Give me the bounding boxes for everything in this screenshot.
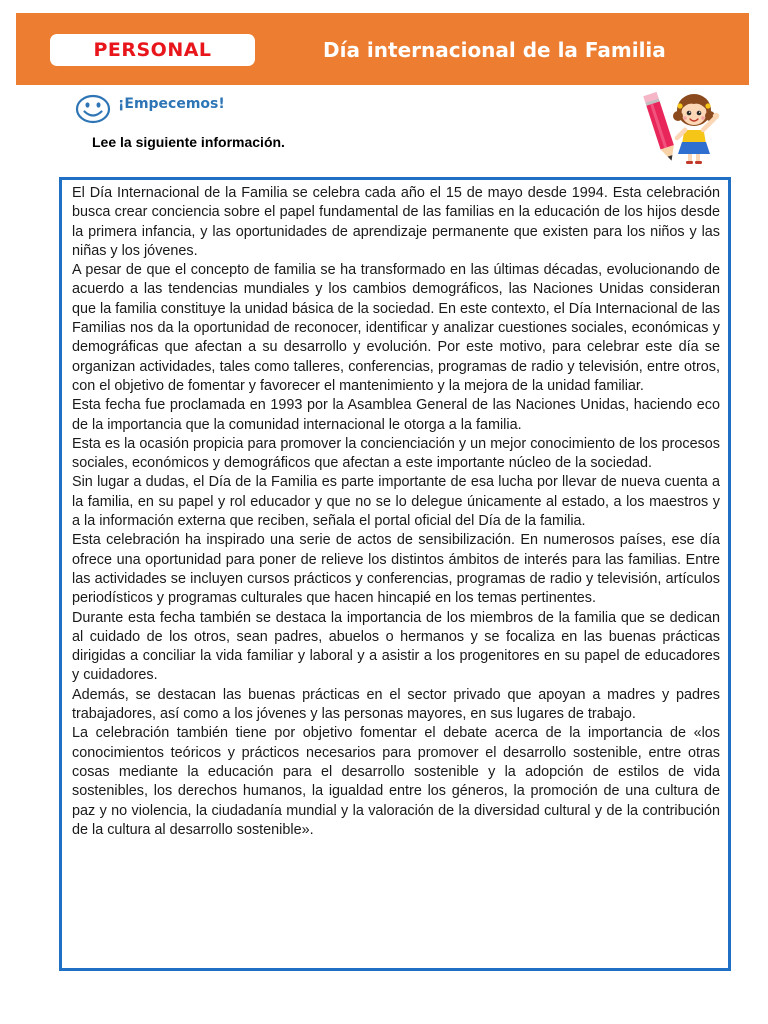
page-title: Día internacional de la Familia [323, 38, 666, 62]
instruction-text: Lee la siguiente información. [92, 134, 285, 150]
personal-badge: PERSONAL [50, 34, 255, 66]
smiley-icon [75, 94, 111, 124]
paragraph: Además, se destacan las buenas prácticas en el sector privado que apoyan a madres y padres trabajadores, así como a los jóvenes y las personas mayores, en sus lugares de trabajo. [72, 686, 720, 723]
paragraph: Esta celebración ha inspirado una serie de actos de sensibilización. En numerosos países, ese día ofrece una oportunidad para poner de relieve los distintos ámbitos de interés para las familias. Entre las actividades se incluyen cursos prácticos y conferencias, programas de radio y televisión, artículos periodísticos y programas culturales que hacen hincapié en los temas pertinentes. [72, 532, 720, 607]
paragraph: El Día Internacional de la Familia se celebra cada año el 15 de mayo desde 1994. Esta celebración busca crear conciencia sobre el papel fundamental de las familias en la educación de los hijos desde la primera infancia, y las oportunidades de aprendizaje permanente que existen para los niños y las niñas y los jóvenes. [72, 185, 720, 259]
paragraph: La celebración también tiene por objetivo fomentar el debate acerca de la importancia de «los conocimientos teóricos y prácticos necesarios para promover el desarrollo sostenible, entre otras cosas mediante la educación para el desarrollo sostenible y la adopción de estilos de vida sostenibles, los derechos humanos, la igualdad entre los géneros, la promoción de una cultura de paz y no violencia, la ciudadanía mundial y la valoración de la diversidad cultural y de la contribución de la cultura al desarrollo sostenible». [72, 725, 720, 838]
reading-text-box [59, 177, 731, 971]
reading-text [72, 184, 720, 840]
paragraph: Esta es la ocasión propicia para promover la concienciación y un mejor conocimiento de los procesos sociales, económicos y demográficos que afectan a este importante núcleo de la sociedad. [72, 435, 720, 472]
paragraph: Durante esta fecha también se destaca la importancia de los miembros de la familia que se dedican al cuidado de los otros, sean padres, abuelos o hermanos y se focaliza en las buenas prácticas dirigidas a conciliar la vida familiar y laboral y a asistir a los progenitores en su papel de educadores y cuidadores. [72, 609, 720, 684]
paragraph: A pesar de que el concepto de familia se ha transformado en las últimas décadas, evolucionando de acuerdo a las tendencias mundiales y los cambios demográficos, las Naciones Unidas consideran que la familia constituye la unidad básica de la sociedad. En este contexto, el Día Internacional de las Familias nos da la oportunidad de reconocer, identificar y analizar cuestiones sociales, económicas y demográficas que afectan a su desarrollo y evolución. Por este motivo, para celebrar este día se organizan actividades, tales como talleres, conferencias, programas de radio y televisión, entre otros, con el objetivo de fomentar y favorecer el mantenimiento y la mejora de la unidad familiar. [72, 262, 720, 394]
paragraph: Sin lugar a dudas, el Día de la Familia es parte importante de esa lucha por llevar de nueva cuenta a la familia, en su papel y rol educador y que no se lo delegue únicamente al estado, a los maestros y a la información externa que reciben, señala el portal oficial del Día de la familia. [72, 474, 720, 530]
kid-with-pencil-illustration [640, 88, 730, 166]
paragraph: Esta fecha fue proclamada en 1993 por la Asamblea General de las Naciones Unidas, haciendo eco de la importancia que la comunidad internacional le otorga a la familia. [72, 397, 720, 433]
section-heading: ¡Empecemos! [118, 96, 225, 112]
